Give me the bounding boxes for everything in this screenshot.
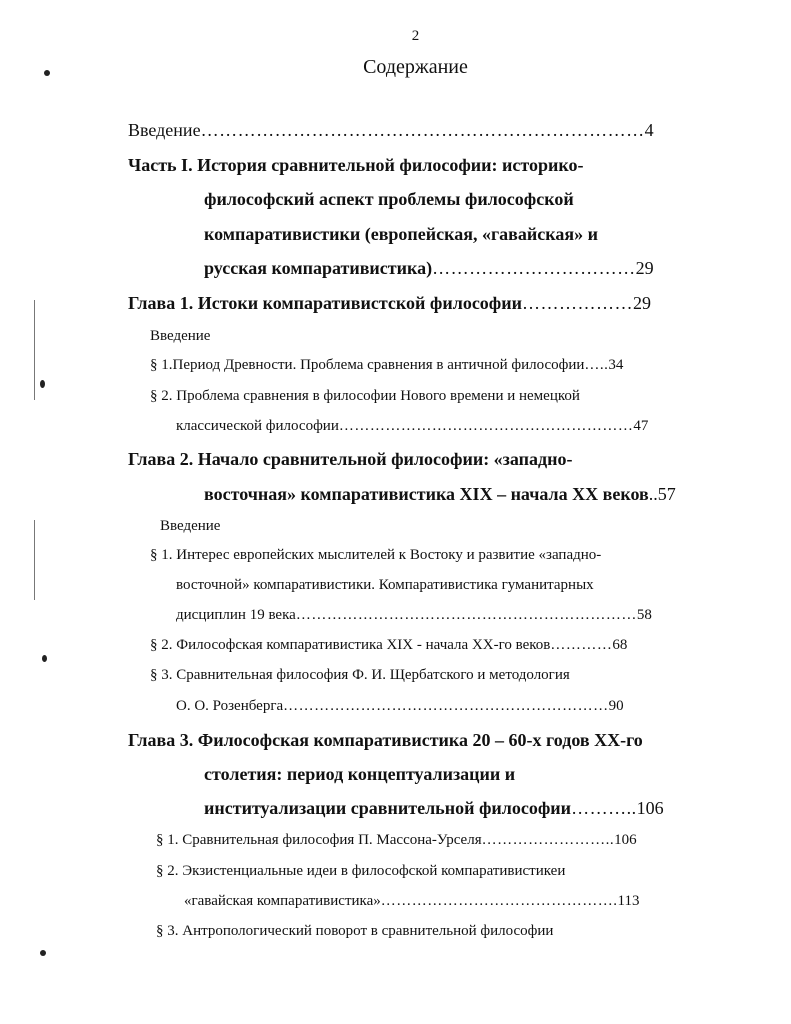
toc-section: § 3. Антропологический поворот в сравнительной философии — [156, 923, 554, 939]
toc-section — [150, 357, 623, 374]
scan-dot — [40, 950, 46, 956]
page-title: Содержание — [363, 56, 468, 78]
toc-text: «гавайская компаративистика» — [184, 893, 381, 909]
scan-dot — [42, 655, 47, 662]
toc-text: классической философии — [176, 418, 339, 434]
toc-section — [156, 832, 637, 849]
toc-entry-intro — [128, 120, 654, 141]
scan-edge-line — [34, 520, 35, 600]
toc-subintro: Введение — [150, 328, 211, 344]
toc-chapter-3-cont — [204, 798, 664, 819]
toc-page: 4 — [644, 120, 654, 140]
toc-chapter-2: Глава 2. Начало сравнительной философии: «западно- — [128, 449, 573, 469]
toc-section-cont — [176, 418, 648, 435]
toc-page: 47 — [633, 418, 649, 434]
toc-leader: .. — [648, 484, 658, 504]
toc-chapter-3-cont: столетия: период концептуализации и — [204, 764, 516, 784]
toc-leader: ………………………………………. — [380, 893, 618, 909]
toc-section: § 3. Сравнительная философия Ф. И. Щербатского и методология — [150, 667, 570, 683]
toc-chapter-1 — [128, 293, 651, 314]
toc-section-cont — [176, 607, 652, 624]
toc-leader: ….. — [584, 357, 609, 373]
toc-section-cont: восточной» компаративистики. Компаративистика гуманитарных — [176, 577, 594, 593]
toc-part-title: Часть I. История сравнительной философии: историко- — [128, 155, 584, 175]
toc-text: § 1.Период Древности. Проблема сравнения в античной философии — [150, 357, 585, 373]
toc-section: § 2. Проблема сравнения в философии Нового времени и немецкой — [150, 388, 580, 404]
toc-page: 106 — [636, 798, 664, 818]
toc-page: 113 — [617, 893, 640, 909]
toc-text: § 1. Сравнительная философия П. Массона-Урселя — [156, 832, 482, 848]
toc-leader: …………………………… — [432, 258, 636, 278]
toc-page: 90 — [608, 698, 624, 714]
toc-text: Введение — [128, 120, 201, 140]
toc-part-title: философский аспект проблемы философской — [204, 189, 574, 209]
toc-leader: ……………………………………………………… — [283, 698, 609, 714]
scan-dot — [40, 380, 45, 388]
toc-text: § 2. Философская компаративистика XIX - начала XX-го веков — [150, 637, 551, 653]
toc-text: О. О. Розенберга — [176, 698, 284, 714]
toc-leader: ………………………………………………… — [338, 418, 634, 434]
toc-page: 29 — [633, 293, 652, 313]
toc-leader: ……………………………………………………………… — [200, 120, 645, 140]
toc-section-cont — [184, 893, 639, 910]
toc-chapter-3: Глава 3. Философская компаративистика 20 – 60-х годов XX-го — [128, 730, 643, 750]
toc-page: 29 — [635, 258, 654, 278]
toc-text: институализации сравнительной философии — [204, 798, 572, 818]
toc-section — [150, 637, 627, 654]
toc-section: § 2. Экзистенциальные идеи в философской компаративистикеи — [156, 863, 566, 879]
toc-leader: ………………………………………………………… — [295, 607, 637, 623]
page-number: 2 — [411, 28, 420, 44]
toc-page: 68 — [612, 637, 628, 653]
toc-page: 58 — [636, 607, 652, 623]
toc-section: § 1. Интерес европейских мыслителей к Востоку и развитие «западно- — [150, 547, 602, 563]
toc-page: 34 — [608, 357, 624, 373]
toc-part-title: компаративистики (европейская, «гавайская» и — [204, 224, 598, 244]
toc-leader: …………………….. — [481, 832, 615, 848]
toc-section-cont — [176, 698, 624, 715]
toc-part-title-last — [204, 258, 654, 279]
toc-text: Глава 1. Истоки компаративистской философии — [128, 293, 523, 313]
scan-edge-line — [34, 300, 35, 400]
toc-page: 57 — [657, 484, 676, 504]
toc-text: дисциплин 19 века — [176, 607, 296, 623]
toc-page: 106 — [614, 832, 637, 848]
toc-leader: ……………… — [522, 293, 634, 313]
toc-leader: ……….. — [571, 798, 637, 818]
toc-leader: ………… — [550, 637, 613, 653]
toc-subintro: Введение — [160, 518, 221, 534]
toc-chapter-2-cont — [204, 484, 676, 505]
toc-text: русская компаративистика) — [204, 258, 433, 278]
toc-text: восточная» компаративистика XIX – начала XX веков — [204, 484, 649, 504]
